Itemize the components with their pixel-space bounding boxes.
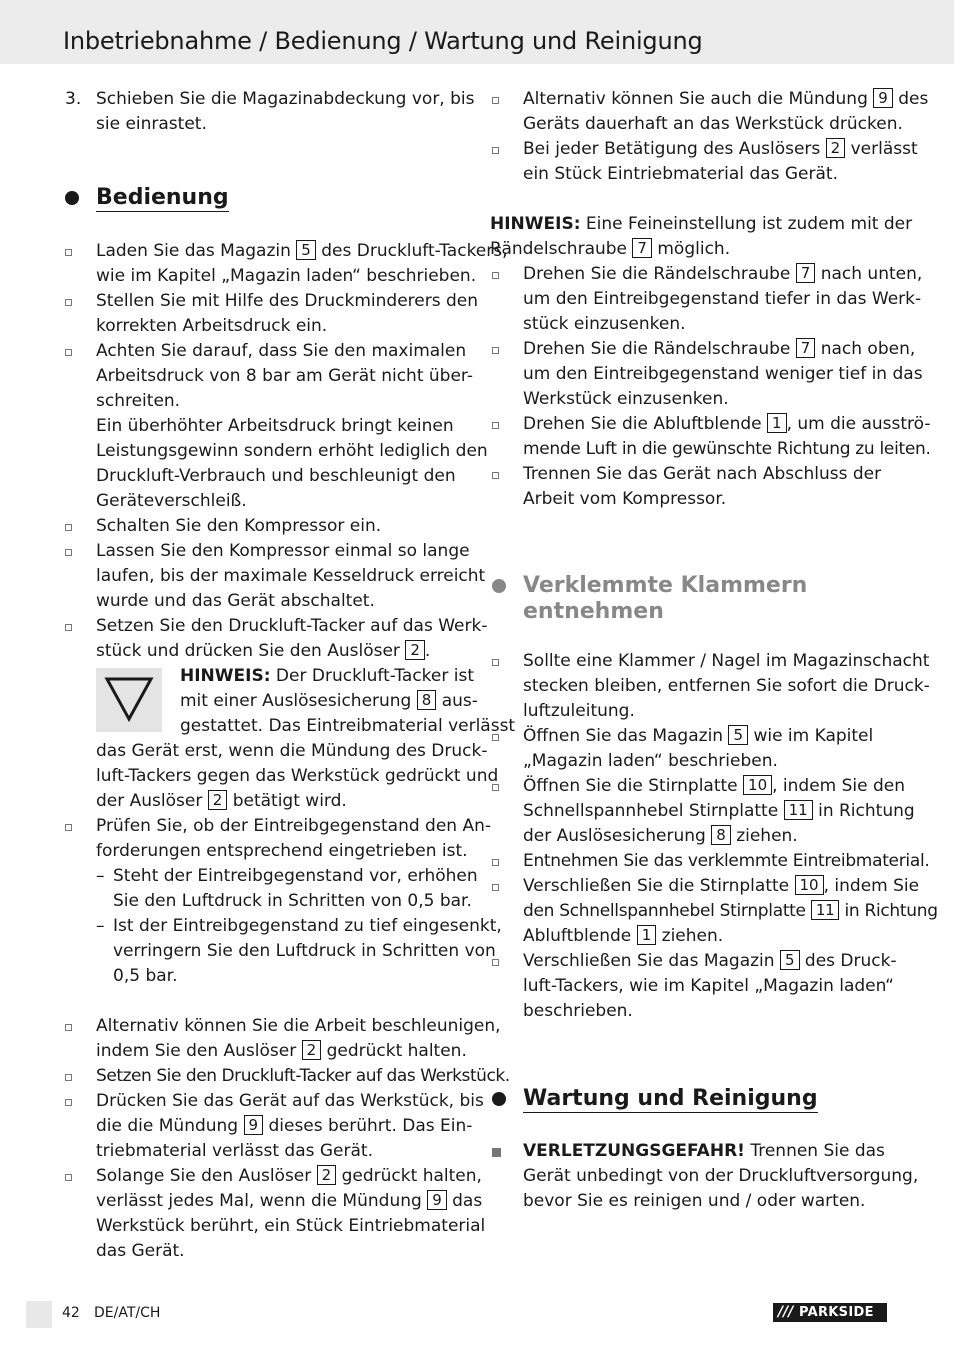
- part-reference: 10: [795, 875, 824, 895]
- list-item: Solange Sie den Auslöser 2 gedrückt halten, verlässt jedes Mal, wenn die Mündung 9 das Werkstück berührt, ein Stück Eintriebmaterial das Gerät.: [63, 1164, 465, 1264]
- step-number: 3.: [65, 89, 82, 109]
- list-item: Sollte eine Klammer / Nagel im Magazinschacht stecken bleiben, entfernen Sie sofort die Druck- luftzuleitung.: [490, 649, 892, 724]
- warning-item: VERLETZUNGSGEFAHR! Trennen Sie das Gerät unbedingt von der Druckluftversorgung, bevor Sie es reinigen und / oder warten.: [490, 1139, 892, 1214]
- part-reference: 1: [637, 925, 657, 945]
- part-reference: 2: [208, 790, 228, 810]
- list-item: Öffnen Sie die Stirnplatte 10 , indem Sie den Schnellspannhebel Stirnplatte 11 in Richtung der Auslösesicherung 8 ziehen.: [490, 774, 892, 849]
- checkbox-bullet-icon: [492, 97, 499, 104]
- part-reference: 1: [767, 413, 787, 433]
- checkbox-bullet-icon: [65, 1099, 72, 1106]
- list-item: Alternativ können Sie auch die Mündung 9 des Geräts dauerhaft an das Werkstück drücken.: [490, 87, 892, 137]
- note-hinweis: HINWEIS: Der Druckluft-Tacker ist mit einer Auslösesicherung 8 aus- gestattet. Das Eintreibmaterial verlässt das Gerät erst, wenn die Mündung des Druck- luft-Tackers gegen das Werkstück gedrückt und der Auslöser 2 betätigt wird.: [96, 666, 516, 811]
- list-item: Drehen Sie die Abluftblende 1 , um die ausströ- mende Luft in die gewünschte Richtung zu leiten.: [490, 412, 892, 462]
- part-reference: 9: [427, 1190, 447, 1210]
- heading-bullet-icon: [492, 579, 506, 593]
- list-item: Verschließen Sie das Magazin 5 des Druck- luft-Tackers, wie im Kapitel „Magazin laden“ beschrieben.: [490, 949, 892, 1024]
- note-hinweis: HINWEIS: Eine Feineinstellung ist zudem mit der Rändelschraube 7 möglich.: [490, 214, 913, 259]
- logo-stripes: ///: [778, 1304, 794, 1320]
- section-heading-verklemmte-klammern-line2: entnehmen: [523, 599, 664, 624]
- section-heading-bedienung: Bedienung: [63, 185, 465, 212]
- checkbox-bullet-icon: [65, 549, 72, 556]
- list-item: Bei jeder Betätigung des Auslösers 2 verlässt ein Stück Eintriebmaterial das Gerät.: [490, 137, 892, 187]
- part-reference: 2: [317, 1165, 337, 1185]
- part-reference: 11: [811, 900, 840, 920]
- list-item: Prüfen Sie, ob der Eintreibgegenstand den An- forderungen entsprechend eingetrieben ist. – Steht der Eintreibgegenstand vor, erhöhen Sie den Luftdruck in Schritten von 0,5 bar. – Ist der Eintreibgegenstand zu tief eingesenkt, verringern Sie den Luftdruck in Schritten von 0,5 bar.: [63, 814, 465, 989]
- list-item: Öffnen Sie das Magazin 5 wie im Kapitel „Magazin laden“ beschrieben.: [490, 724, 892, 774]
- checkbox-bullet-icon: [492, 734, 499, 741]
- part-reference: 11: [784, 800, 813, 820]
- note-label: HINWEIS:: [490, 214, 581, 234]
- list-item: Drehen Sie die Rändelschraube 7 nach unten, um den Eintreibgegenstand tiefer in das Werk- stück einzusenken.: [490, 262, 892, 337]
- section-heading-verklemmte-klammern: Verklemmte Klammern: [490, 573, 892, 599]
- checkbox-bullet-icon: [492, 959, 499, 966]
- part-reference: 5: [780, 950, 800, 970]
- logo-text: PARKSIDE: [799, 1305, 874, 1320]
- list-item: Laden Sie das Magazin 5 des Druckluft-Tackers, wie im Kapitel „Magazin laden“ beschrieben.: [63, 239, 465, 289]
- part-reference: 8: [417, 690, 437, 710]
- checkbox-bullet-icon: [492, 347, 499, 354]
- list-item: Drücken Sie das Gerät auf das Werkstück, bis die die Mündung 9 dieses berührt. Das Ein- triebmaterial verlässt das Gerät.: [63, 1089, 465, 1164]
- part-reference: 5: [728, 725, 748, 745]
- checkbox-bullet-icon: [492, 472, 499, 479]
- part-reference: 7: [632, 238, 652, 258]
- list-item: Alternativ können Sie die Arbeit beschleunigen, indem Sie den Auslöser 2 gedrückt halten.: [63, 1014, 465, 1064]
- part-reference: 2: [826, 138, 846, 158]
- checkbox-bullet-icon: [65, 624, 72, 631]
- list-item: Achten Sie darauf, dass Sie den maximalen Arbeitsdruck von 8 bar am Gerät nicht über- schreiten. Ein überhöhter Arbeitsdruck bringt keinen Leistungsgewinn sondern erhöht lediglich den Druckluft-Verbrauch und beschleunigt den Geräteverschleiß.: [63, 339, 465, 514]
- warning-label: VERLETZUNGSGEFAHR!: [523, 1141, 745, 1161]
- checkbox-bullet-icon: [65, 524, 72, 531]
- list-item: Verschließen Sie die Stirnplatte 10 , indem Sie den Schnellspannhebel Stirnplatte 11 in Richtung Abluftblende 1 ziehen.: [490, 874, 892, 949]
- part-reference: 2: [405, 640, 425, 660]
- list-item: Stellen Sie mit Hilfe des Druckminderers den korrekten Arbeitsdruck ein.: [63, 289, 465, 339]
- list-item: Schalten Sie den Kompressor ein.: [63, 514, 465, 539]
- list-item: Setzen Sie den Druckluft-Tacker auf das Werk- stück und drücken Sie den Auslöser 2 .: [63, 614, 465, 664]
- page-header: [0, 0, 954, 64]
- locale-label: DE/AT/CH: [94, 1305, 161, 1321]
- part-reference: 9: [244, 1115, 264, 1135]
- checkbox-bullet-icon: [492, 422, 499, 429]
- checkbox-bullet-icon: [65, 1074, 72, 1081]
- heading-bullet-icon: [65, 191, 79, 205]
- checkbox-bullet-icon: [65, 1174, 72, 1181]
- footer-page-box: [26, 1301, 52, 1328]
- page-number: 42: [62, 1305, 80, 1321]
- section-heading-wartung: Wartung und Reinigung: [490, 1086, 892, 1113]
- part-reference: 7: [796, 338, 816, 358]
- part-reference: 5: [296, 240, 316, 260]
- part-reference: 7: [796, 263, 816, 283]
- checkbox-bullet-icon: [65, 1024, 72, 1031]
- list-item: Drehen Sie die Rändelschraube 7 nach oben, um den Eintreibgegenstand weniger tief in das Werkstück einzusenken.: [490, 337, 892, 412]
- checkbox-bullet-icon: [492, 859, 499, 866]
- list-item: Trennen Sie das Gerät nach Abschluss der Arbeit vom Kompressor.: [490, 462, 892, 512]
- checkbox-bullet-icon: [65, 824, 72, 831]
- checkbox-bullet-icon: [65, 349, 72, 356]
- part-reference: 9: [873, 88, 893, 108]
- step-3: 3. Schieben Sie die Magazinabdeckung vor, bis sie einrastet.: [65, 89, 475, 134]
- list-item: Lassen Sie den Kompressor einmal so lange laufen, bis der maximale Kesseldruck erreicht wurde und das Gerät abschaltet.: [63, 539, 465, 614]
- note-label: HINWEIS:: [180, 666, 271, 686]
- left-column: [63, 87, 516, 1264]
- checkbox-bullet-icon: [492, 784, 499, 791]
- checkbox-bullet-icon: [492, 659, 499, 666]
- checkbox-bullet-icon: [65, 299, 72, 306]
- parkside-logo: [773, 1303, 887, 1322]
- checkbox-bullet-icon: [65, 249, 72, 256]
- list-item: Entnehmen Sie das verklemmte Eintreibmaterial.: [490, 849, 892, 874]
- page-title: Inbetriebnahme / Bedienung / Wartung und Reinigung: [63, 27, 703, 55]
- list-item: Setzen Sie den Druckluft-Tacker auf das Werkstück.: [63, 1064, 465, 1089]
- checkbox-bullet-icon: [492, 147, 499, 154]
- part-reference: 8: [711, 825, 731, 845]
- heading-bullet-icon: [492, 1092, 506, 1106]
- square-bullet-icon: [492, 1148, 501, 1157]
- checkbox-bullet-icon: [492, 272, 499, 279]
- part-reference: 2: [302, 1040, 322, 1060]
- checkbox-bullet-icon: [492, 884, 499, 891]
- right-column: [490, 87, 938, 1214]
- part-reference: 10: [743, 775, 772, 795]
